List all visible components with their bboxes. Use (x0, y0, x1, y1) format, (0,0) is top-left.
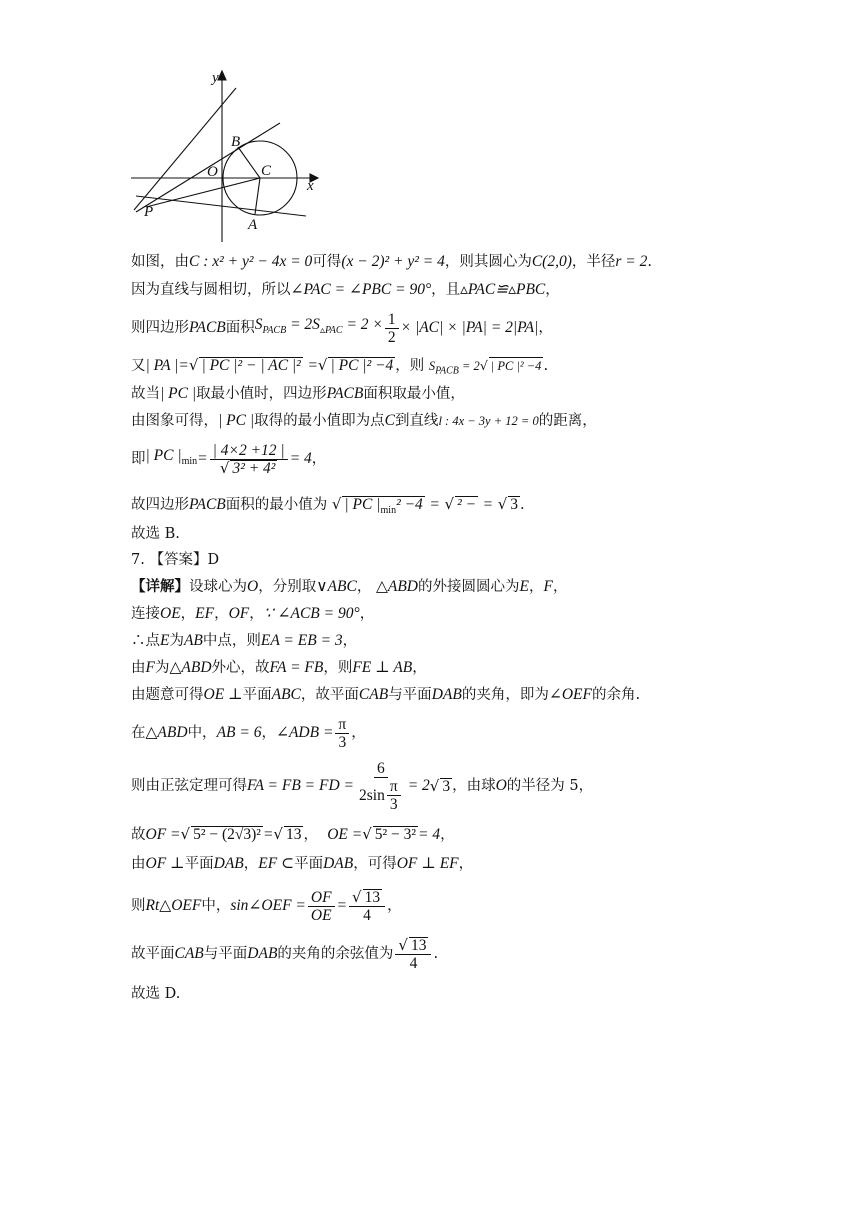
q7-line-11: 故平面 CAB 与平面 DAB 的夹角的余弦值为 $\frac{√ 13}{4}$ . (131, 935, 439, 972)
q6-line-8: 故四边形PACB面积的最小值为 √ | PC $|_{min}^2 -4$ = √ ² − = √ 3 . (131, 494, 525, 519)
q6-line-7: 即 | PC $|_{min}$ = $\frac{| 4\times 2 +12 |}{\text{√ 3² + 4²}}$ = 4 ， (131, 441, 327, 477)
label-x: x (307, 178, 314, 194)
tangent-pa (136, 196, 306, 216)
q7-line-7: 则由正弦定理可得 FA = FB = FD = 6 2sin $\frac{\pi}{3}$ = 2 √ 3 ，由球 O 的半径为 5， (131, 759, 594, 813)
segment-pc (146, 178, 260, 207)
q6-conclusion: 故选 B. (131, 526, 180, 542)
q6-line-3: 则四边形 PACB 面积 $S_{PACB} = 2S_{▵PAC} = 2$ × $\frac{1}{2}$ × |AC| × |PA| = 2|PA| ， (131, 310, 553, 346)
q6-line-5: 故当| PC |取最小值时，四边形PACB面积取最小值， (131, 385, 465, 402)
q7-line-10: 则 Rt△OEF 中， sin∠OEF = $\frac{OF}{OE}$ = $\frac{√ 13}{4}$ ， (131, 887, 402, 924)
q7-line-8: 故OF =√ 5² − (2√3)² =√ 13 ， OE =√ 5² − 3² = 4， (131, 825, 455, 843)
q6-line-1: 如图，由C : x² + y² − 4x = 0可得(x − 2)² + y² = 4，则其圆心为C(2,0)，半径r = 2. (131, 253, 652, 270)
label-a: A (248, 217, 258, 233)
q7-line-9: 由OF ⊥平面DAB，EF ⊂平面DAB，可得OF ⊥ EF， (131, 855, 474, 872)
segment-ac (255, 178, 260, 214)
label-p: P (144, 204, 154, 220)
label-b: B (231, 134, 241, 150)
circle-tangent-figure (0, 0, 860, 260)
q7-line-3: ∴点E为AB中点，则EA = EB = 3， (131, 632, 358, 649)
q7-conclusion: 故选 D. (131, 986, 181, 1002)
q6-line-4: 又| PA |=√ | PC |² − | AC |² =√ | PC |² −4 ，则 $S_{PACB} = 2√$ | PC |² −4 . (131, 356, 549, 377)
label-y: y (212, 70, 219, 86)
q7-line-1: 【详解】设球心为O，分别取∨ABC， △ABD的外接圆圆心为E，F， (131, 578, 568, 595)
label-c: C (261, 163, 272, 179)
q7-line-5: 由题意可得OE ⊥平面ABC，故平面CAB与平面DAB的夹角，即为∠OEF的余角. (131, 686, 641, 703)
label-o: O (207, 164, 218, 180)
line-l (134, 88, 236, 210)
q7-line-4: 由F为△ABD外心，故FA = FB，则FE ⊥ AB， (131, 659, 427, 676)
q7-header: 7. 【答案】D (131, 552, 220, 568)
segment-bc (238, 147, 260, 178)
q7-line-6: 在 △ABD 中， AB = 6 ， ∠ADB = $\frac{\pi}{3}$ ， (131, 715, 366, 751)
y-axis-arrow (218, 71, 226, 80)
q6-line-2: 因为直线与圆相切，所以∠PAC = ∠PBC = 90°，且▵PAC≌▵PBC， (131, 281, 560, 298)
q6-line-6: 由图象可得，| PC |取得的最小值即为点C到直线l : 4x − 3y + 12 = 0的距离， (131, 412, 597, 429)
q7-line-2: 连接OE，EF，OF，∵ ∠ACB = 90°， (131, 605, 375, 622)
